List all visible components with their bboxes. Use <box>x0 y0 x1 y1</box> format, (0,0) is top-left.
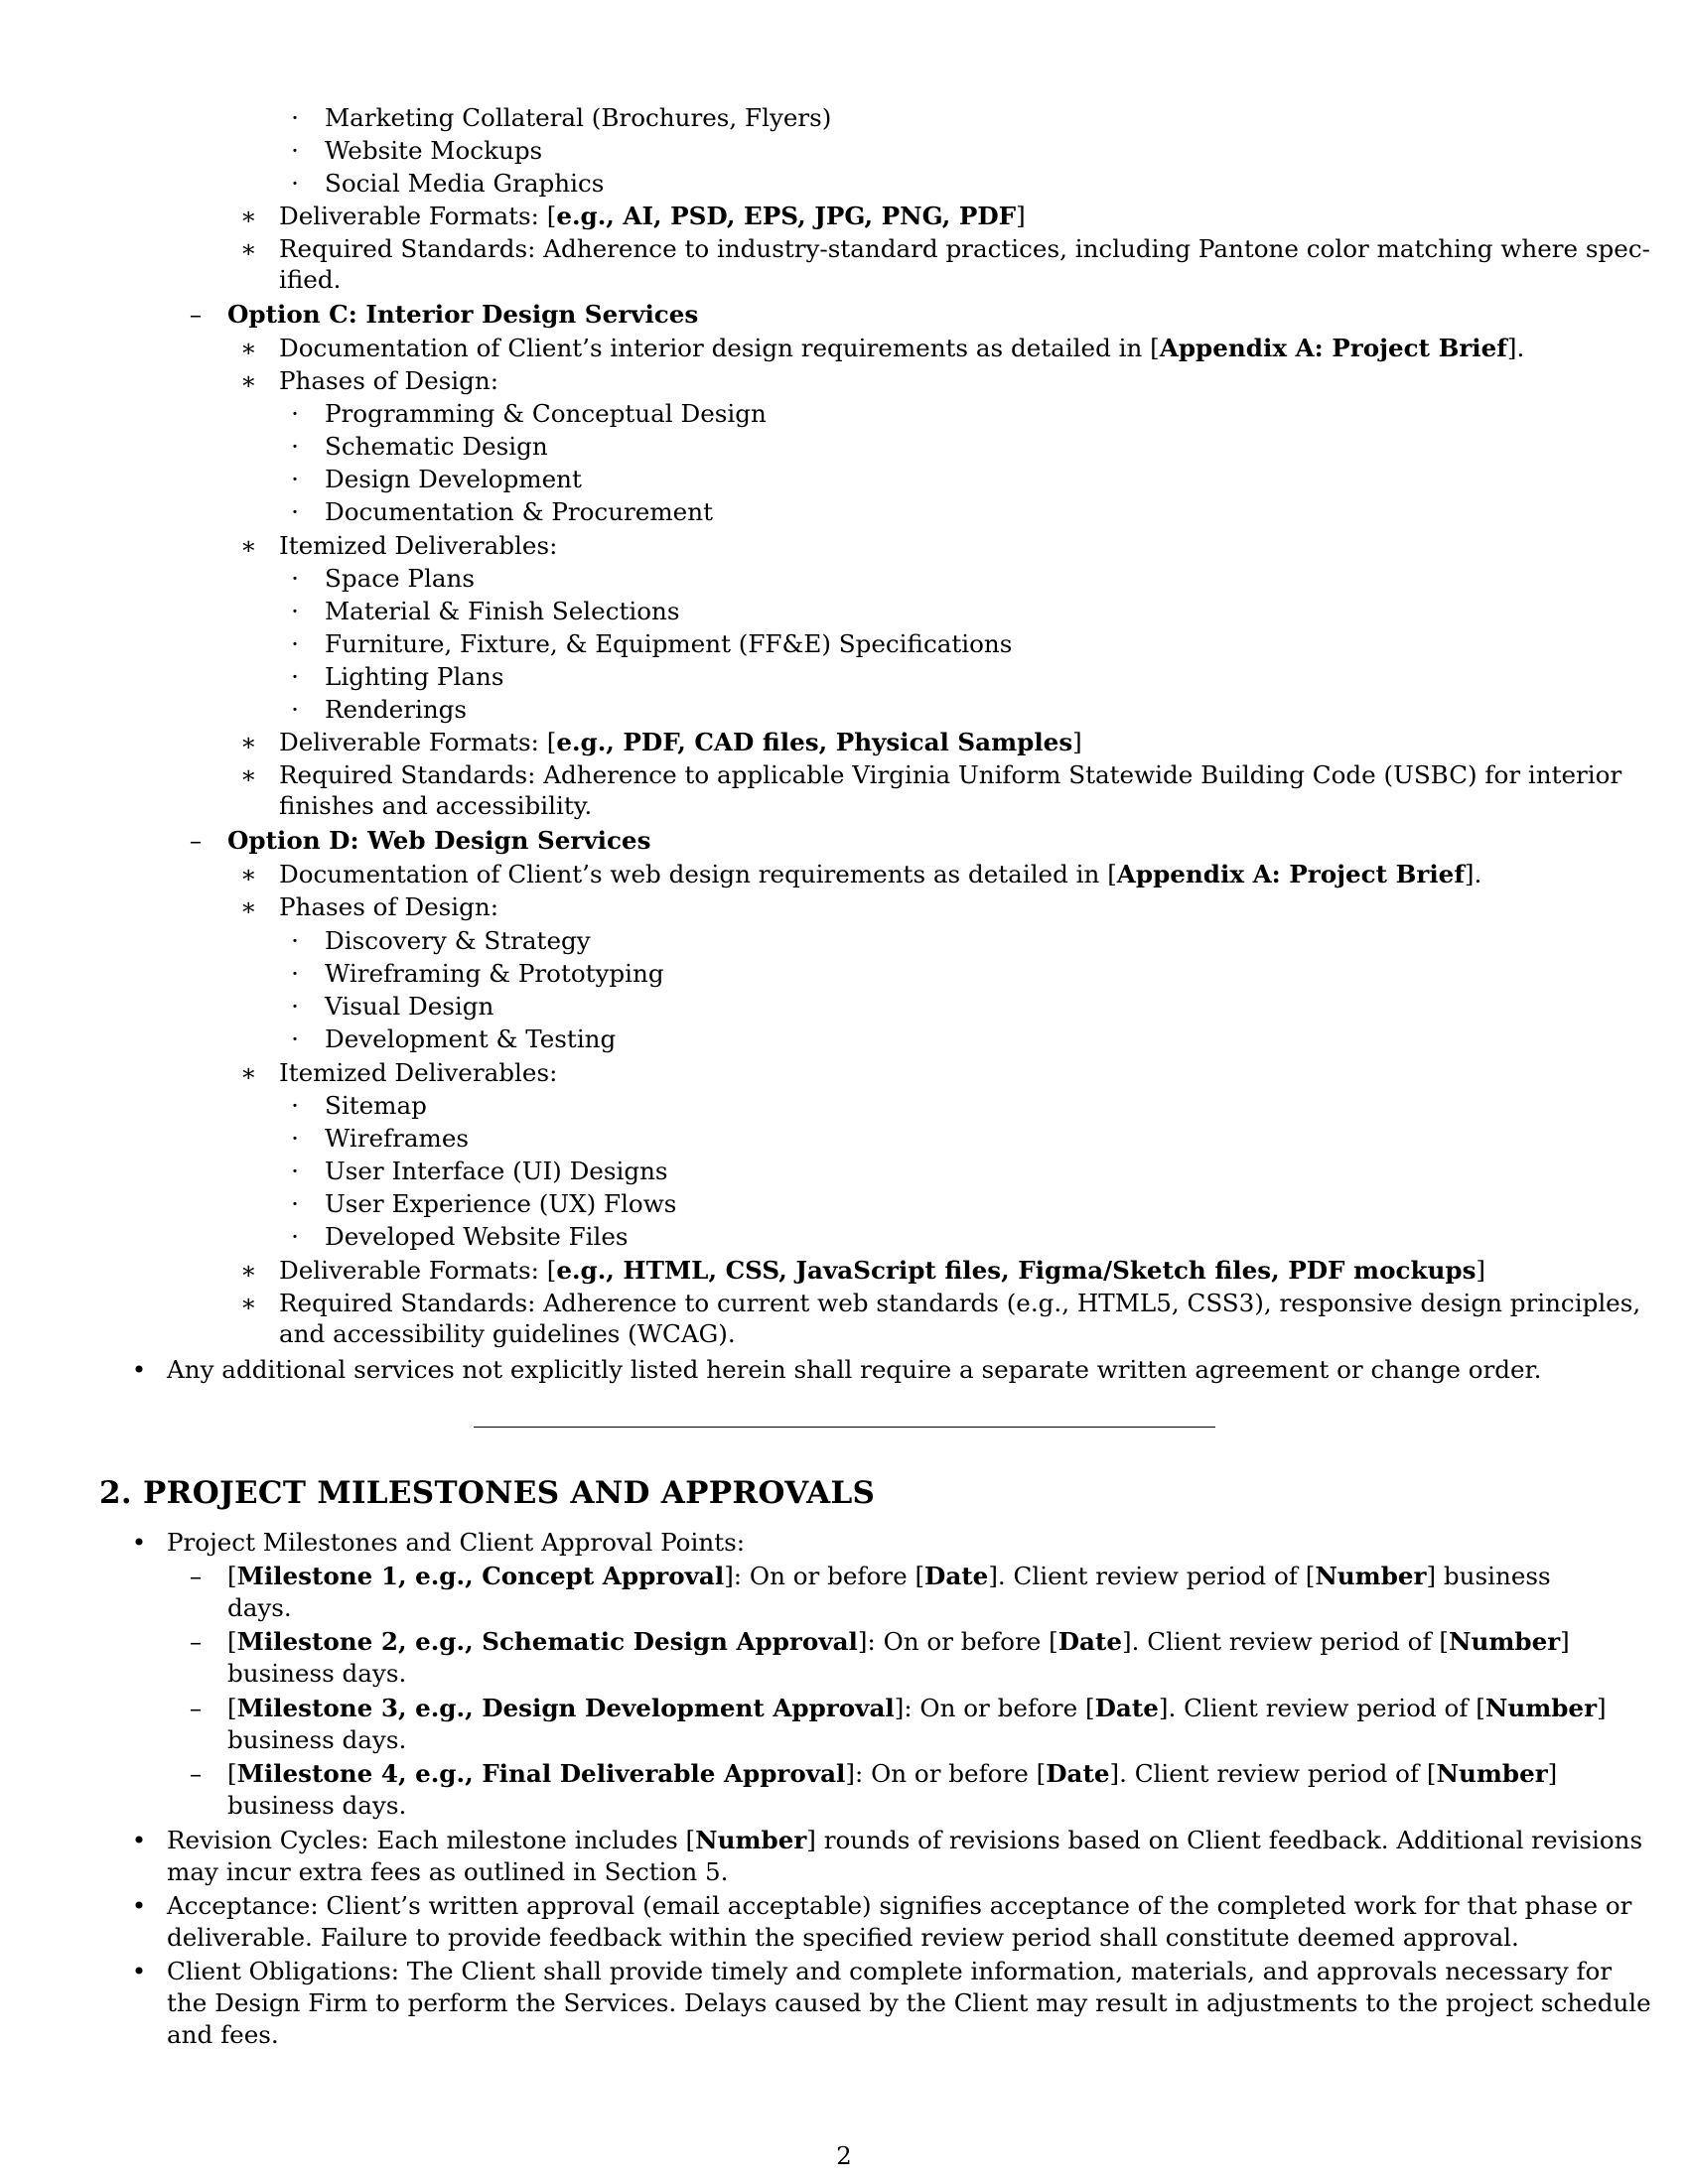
list-item-line <box>279 1317 736 1350</box>
text-run: ified. <box>279 265 342 294</box>
text-run: Any additional services not explicitly listed herein shall require a separate written agreement or change order. <box>167 1355 1542 1384</box>
list-marker: · <box>291 1157 299 1185</box>
list-marker: ∗ <box>240 760 257 789</box>
list-marker: – <box>189 1759 203 1788</box>
list-item-line <box>325 495 713 528</box>
text-run: Wireframes <box>325 1124 470 1153</box>
list-marker: · <box>291 1024 299 1053</box>
bold-text: Number <box>1315 1562 1427 1590</box>
list-item-line <box>279 890 498 923</box>
text-run: Space Plans <box>325 564 475 593</box>
list-marker: · <box>291 399 299 428</box>
list-item-line <box>227 1723 406 1756</box>
list-item-line <box>279 232 1650 265</box>
list-marker: · <box>291 959 299 988</box>
list-item-line <box>227 1560 1551 1592</box>
list-marker: • <box>131 1826 147 1854</box>
list-item-line <box>279 1056 557 1089</box>
text-run: ]. Client review period of [ <box>1122 1627 1449 1656</box>
bold-text: Number <box>1448 1627 1561 1656</box>
list-item-line <box>227 824 650 857</box>
text-run: business days. <box>227 1791 407 1820</box>
text-run: Phases of Design: <box>279 366 499 395</box>
bold-text: e.g., AI, PSD, EPS, JPG, PNG, PDF <box>556 202 1017 230</box>
text-run: finishes and accessibility. <box>279 791 593 820</box>
bold-text: Option C: Interior Design Services <box>227 300 699 329</box>
text-run: Discovery & Strategy <box>325 926 591 955</box>
list-item-line <box>279 758 1621 791</box>
list-marker: · <box>291 662 299 691</box>
text-run: business days. <box>227 1725 407 1754</box>
list-item-line <box>325 924 591 957</box>
list-item-line <box>325 397 767 430</box>
list-item-line <box>167 1986 1651 2019</box>
list-item-line <box>325 595 680 627</box>
text-run: Visual Design <box>325 992 494 1021</box>
list-item-line <box>167 1921 1519 1954</box>
list-marker: · <box>291 597 299 625</box>
list-item-line <box>227 1591 292 1624</box>
list-marker: · <box>291 629 299 658</box>
bold-text: Date <box>1094 1694 1159 1722</box>
bold-text: Number <box>1484 1694 1598 1722</box>
bold-text: Number <box>1436 1759 1548 1788</box>
list-item-line <box>227 298 698 331</box>
text-run: Lighting Plans <box>325 662 504 691</box>
list-marker: · <box>291 695 299 724</box>
list-item-line <box>167 1824 1642 1856</box>
text-run: Revision Cycles: Each milestone includes [ <box>167 1826 696 1854</box>
text-run: User Interface (UI) Designs <box>325 1157 668 1185</box>
list-item-line <box>325 1023 616 1055</box>
text-run: Required Standards: Adherence to industry-standard practices, including Pantone color matching where spec- <box>279 234 1650 263</box>
list-marker: – <box>189 1694 203 1722</box>
text-run: ] <box>1016 202 1026 230</box>
text-run: Documentation of Client’s interior design requirements as detailed in [ <box>279 334 1160 362</box>
list-marker: · <box>291 1189 299 1218</box>
list-marker: • <box>131 1528 147 1557</box>
text-run: days. <box>227 1593 292 1622</box>
list-marker: – <box>189 1627 203 1656</box>
bold-text: Milestone 3, e.g., Design Development Approval <box>236 1694 895 1722</box>
bold-text: Number <box>695 1826 807 1854</box>
list-item-line <box>167 1889 1631 1922</box>
list-marker: • <box>131 1957 147 1985</box>
text-run: Schematic Design <box>325 432 548 461</box>
list-item-line <box>325 562 475 595</box>
text-run: ]. Client review period of [ <box>988 1562 1316 1590</box>
text-run: ]. Client review period of [ <box>1158 1694 1485 1722</box>
text-run: Itemized Deliverables: <box>279 531 558 560</box>
text-run: Itemized Deliverables: <box>279 1058 558 1087</box>
list-item-line <box>325 1220 629 1253</box>
text-run: Required Standards: Adherence to applicable Virginia Uniform Statewide Building Code (USBC) for interior <box>279 760 1622 789</box>
list-item-line <box>279 529 557 562</box>
list-item-line <box>279 1254 1485 1287</box>
text-run: ] rounds of revisions based on Client feedback. Additional revisions <box>806 1826 1643 1854</box>
text-run: Developed Website Files <box>325 1222 629 1251</box>
text-run: Website Mockups <box>325 136 543 165</box>
list-item-line <box>325 463 582 495</box>
list-item-line <box>279 858 1481 890</box>
list-item-line <box>325 1187 676 1220</box>
text-run: Deliverable Formats: [ <box>279 728 557 756</box>
text-run: Required Standards: Adherence to current web standards (e.g., HTML5, CSS3), responsive design principles, <box>279 1289 1641 1317</box>
bold-text: Date <box>1057 1627 1122 1656</box>
list-marker: · <box>291 1091 299 1120</box>
text-run: ] <box>1560 1627 1570 1656</box>
list-item-line <box>279 332 1524 364</box>
text-run: Programming & Conceptual Design <box>325 399 767 428</box>
bold-text: e.g., HTML, CSS, JavaScript files, Figma/Sketch files, PDF mockups <box>556 1256 1477 1285</box>
text-run: Documentation & Procurement <box>325 497 713 526</box>
list-marker: ∗ <box>240 334 257 362</box>
list-marker: · <box>291 1124 299 1153</box>
text-run: ]. <box>1464 860 1482 888</box>
list-marker: ∗ <box>240 860 257 888</box>
list-marker: ∗ <box>240 234 257 263</box>
text-run: Furniture, Fixture, & Equipment (FF&E) Specifications <box>325 629 1013 658</box>
list-item-line <box>325 101 831 134</box>
text-run: Wireframing & Prototyping <box>325 959 664 988</box>
list-item-line <box>325 1089 427 1122</box>
list-item-line <box>167 2018 279 2051</box>
list-marker: · <box>291 169 299 198</box>
text-run: ] <box>1072 728 1082 756</box>
text-run: may incur extra fees as outlined in Section 5. <box>167 1857 729 1886</box>
list-marker: · <box>291 136 299 165</box>
list-item-line <box>227 1789 406 1822</box>
section-2-heading: 2. PROJECT MILESTONES AND APPROVALS <box>99 1475 876 1511</box>
list-marker: – <box>189 826 203 855</box>
list-item-line <box>325 957 664 990</box>
text-run: [ <box>227 1562 237 1590</box>
bold-text: Milestone 2, e.g., Schematic Design Approval <box>236 1627 858 1656</box>
text-run: Phases of Design: <box>279 892 499 921</box>
list-marker: ∗ <box>240 1256 257 1285</box>
text-run: ] <box>1597 1694 1607 1722</box>
list-marker: · <box>291 564 299 593</box>
list-item-line <box>325 134 542 167</box>
text-run: [ <box>227 1627 237 1656</box>
bold-text: Date <box>1046 1759 1110 1788</box>
text-run: and accessibility guidelines (WCAG). <box>279 1319 736 1348</box>
list-marker: ∗ <box>240 1289 257 1317</box>
section-divider <box>474 1427 1215 1428</box>
text-run: Client Obligations: The Client shall provide timely and complete information, materials, and approvals necessary for <box>167 1957 1613 1985</box>
text-run: Design Development <box>325 465 582 493</box>
list-item-line <box>227 1625 1570 1658</box>
list-marker: · <box>291 465 299 493</box>
list-marker: ∗ <box>240 366 257 395</box>
list-item-line <box>167 1353 1541 1386</box>
bold-text: Appendix A: Project Brief <box>1159 334 1507 362</box>
text-run: User Experience (UX) Flows <box>325 1189 677 1218</box>
text-run: ]: On or before [ <box>845 1759 1047 1788</box>
list-item-line <box>325 660 503 693</box>
list-item-line <box>279 726 1082 758</box>
bold-text: Date <box>924 1562 989 1590</box>
text-run: Deliverable Formats: [ <box>279 1256 557 1285</box>
list-item-line <box>325 627 1012 660</box>
list-item-line <box>227 1692 1607 1724</box>
text-run: Documentation of Client’s web design requirements as detailed in [ <box>279 860 1117 888</box>
list-marker: – <box>189 300 203 329</box>
list-item-line <box>279 1287 1640 1319</box>
bold-text: Appendix A: Project Brief <box>1116 860 1465 888</box>
text-run: business days. <box>227 1659 407 1688</box>
bold-text: Milestone 1, e.g., Concept Approval <box>236 1562 725 1590</box>
list-item-line <box>325 693 467 726</box>
list-marker: • <box>131 1355 147 1384</box>
bold-text: e.g., PDF, CAD files, Physical Samples <box>556 728 1073 756</box>
text-run: Development & Testing <box>325 1024 617 1053</box>
list-item-line <box>279 263 341 296</box>
list-marker: ∗ <box>240 728 257 756</box>
text-run: ] business <box>1426 1562 1551 1590</box>
list-item-line <box>279 789 592 822</box>
text-run: Marketing Collateral (Brochures, Flyers) <box>325 103 832 132</box>
page-number: 2 <box>836 2141 852 2170</box>
list-marker: · <box>291 103 299 132</box>
text-run: ]: On or before [ <box>857 1627 1058 1656</box>
list-item-line <box>325 430 548 463</box>
text-run: Acceptance: Client’s written approval (email acceptable) signifies acceptance of the completed work for that phase or <box>167 1891 1632 1920</box>
list-marker: – <box>189 1562 203 1590</box>
list-item-line <box>227 1657 406 1690</box>
bold-text: Option D: Web Design Services <box>227 826 651 855</box>
text-run: and fees. <box>167 2020 279 2049</box>
list-marker: • <box>131 1891 147 1920</box>
text-run: Material & Finish Selections <box>325 597 680 625</box>
text-run: ]. Client review period of [ <box>1109 1759 1437 1788</box>
text-run: ]: On or before [ <box>724 1562 925 1590</box>
bold-text: Milestone 4, e.g., Final Deliverable Approval <box>236 1759 846 1788</box>
list-item-line <box>325 990 493 1023</box>
text-run: ]: On or before [ <box>894 1694 1095 1722</box>
list-marker: · <box>291 992 299 1021</box>
list-item-line <box>167 1526 745 1559</box>
text-run: Renderings <box>325 695 468 724</box>
text-run: [ <box>227 1759 237 1788</box>
list-item-line <box>325 167 604 200</box>
text-run: Project Milestones and Client Approval Points: <box>167 1528 745 1557</box>
list-item-line <box>167 1855 728 1888</box>
text-run: ] <box>1547 1759 1558 1788</box>
list-marker: ∗ <box>240 892 257 921</box>
text-run: the Design Firm to perform the Services. Delays caused by the Client may result in adjustments to the project schedule <box>167 1988 1651 2017</box>
text-run: Deliverable Formats: <box>279 202 547 230</box>
list-item-line <box>325 1155 668 1187</box>
text-run: [ <box>546 202 557 230</box>
list-marker: · <box>291 497 299 526</box>
list-marker: ∗ <box>240 1058 257 1087</box>
list-item-line <box>167 1955 1612 1987</box>
list-item-line <box>325 1122 469 1155</box>
text-run: ]. <box>1506 334 1525 362</box>
list-marker: · <box>291 432 299 461</box>
text-run: Sitemap <box>325 1091 427 1120</box>
list-item-line <box>279 364 498 397</box>
list-item-line <box>279 200 1026 232</box>
list-marker: ∗ <box>240 531 257 560</box>
text-run: Social Media Graphics <box>325 169 605 198</box>
text-run: ] <box>1476 1256 1486 1285</box>
text-run: deliverable. Failure to provide feedback within the specified review period shall constitute deemed approval. <box>167 1923 1519 1952</box>
list-marker: · <box>291 926 299 955</box>
list-marker: ∗ <box>240 202 257 230</box>
list-item-line <box>227 1757 1557 1790</box>
text-run: [ <box>227 1694 237 1722</box>
list-marker: · <box>291 1222 299 1251</box>
